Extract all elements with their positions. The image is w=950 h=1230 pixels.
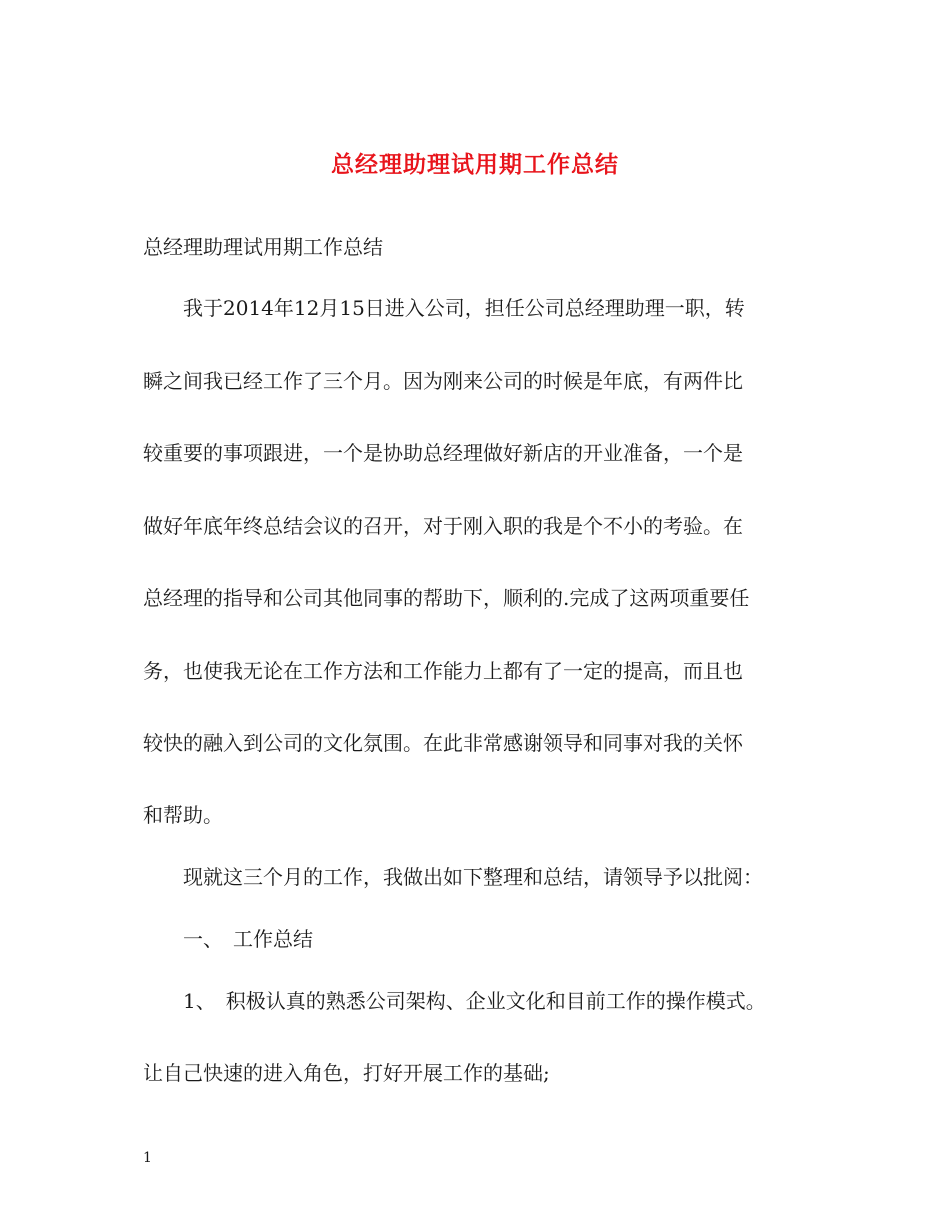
body-line: 总经理的指导和公司其他同事的帮助下，顺利的.完成了这两项重要任	[143, 586, 750, 610]
list-item-line: 1、 积极认真的熟悉公司架构、企业文化和目前工作的操作模式。	[143, 989, 766, 1013]
body-line: 让自己快速的进入角色，打好开展工作的基础;	[143, 1061, 550, 1085]
body-line: 和帮助。	[143, 803, 223, 827]
body-line: 瞬之间我已经工作了三个月。因为刚来公司的时候是年底，有两件比	[143, 369, 743, 393]
body-line: 我于2014年12月15日进入公司，担任公司总经理助理一职，转	[143, 296, 745, 320]
subtitle-line: 总经理助理试用期工作总结	[143, 235, 383, 259]
page-number: 1	[143, 1150, 152, 1166]
document-title: 总经理助理试用期工作总结	[331, 151, 619, 178]
body-line: 务，也使我无论在工作方法和工作能力上都有了一定的提高，而且也	[143, 659, 743, 683]
body-line: 较重要的事项跟进，一个是协助总经理做好新店的开业准备，一个是	[143, 441, 743, 465]
body-line: 较快的融入到公司的文化氛围。在此非常感谢领导和同事对我的关怀	[143, 731, 743, 755]
body-line: 现就这三个月的工作，我做出如下整理和总结，请领导予以批阅：	[143, 865, 763, 889]
section-heading: 一、 工作总结	[143, 927, 313, 951]
body-line: 做好年底年终总结会议的召开，对于刚入职的我是个不小的考验。在	[143, 514, 743, 538]
